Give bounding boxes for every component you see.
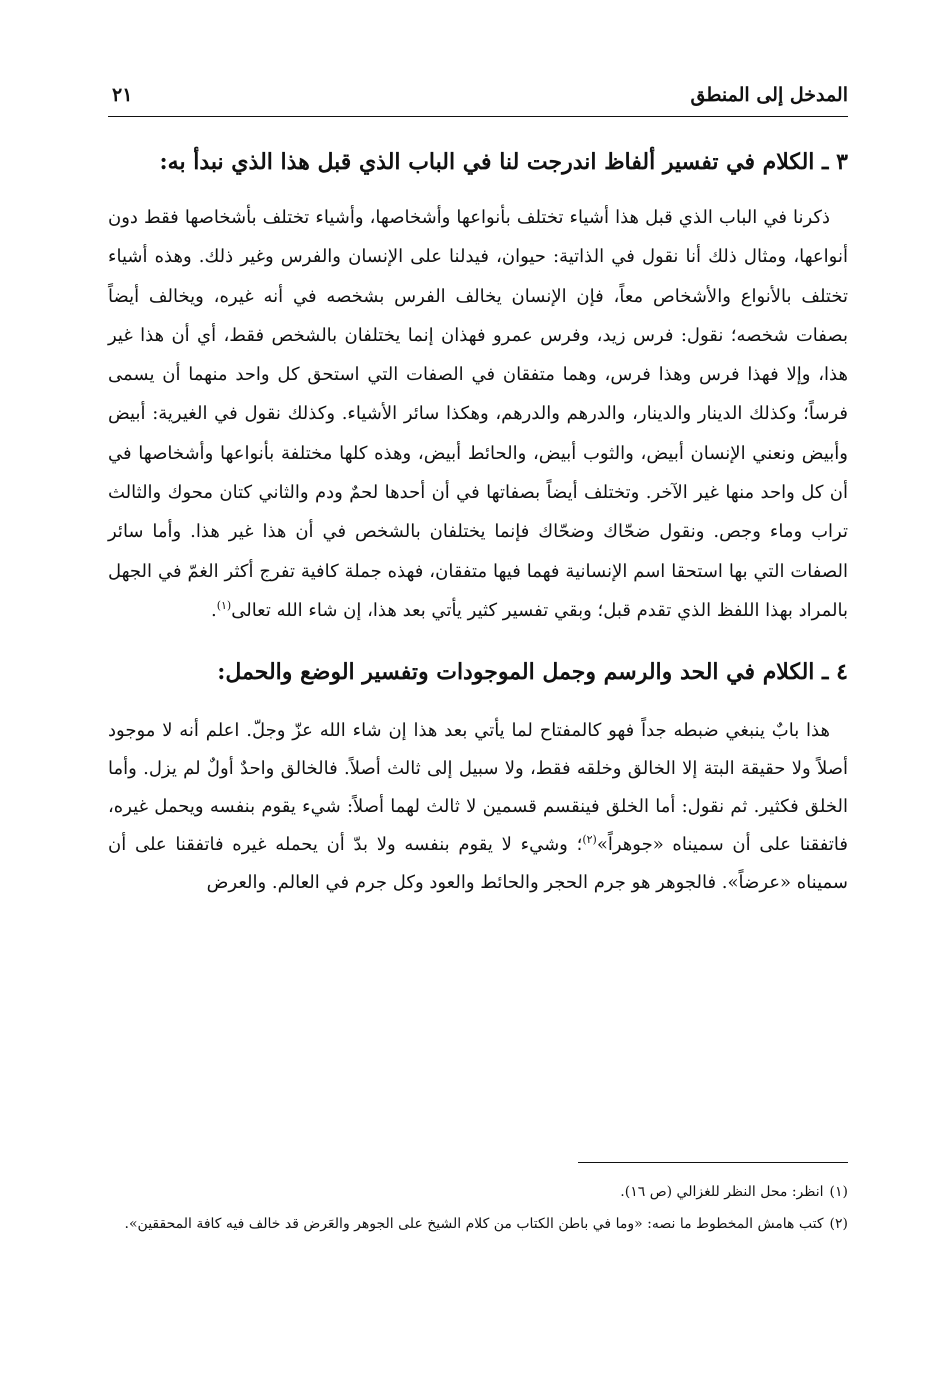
footnote-ref-1[interactable]: (١) — [216, 598, 232, 612]
section-3-paragraph — [108, 198, 848, 630]
page-number: ٢١ — [112, 84, 133, 106]
running-title: المدخل إلى المنطق — [690, 84, 848, 106]
footnote-2 — [108, 1208, 848, 1240]
footnote-1 — [108, 1176, 848, 1208]
main-content — [108, 140, 848, 902]
footnote-divider — [578, 1162, 848, 1163]
footnote-1-number: (١) — [829, 1184, 848, 1200]
section-4-heading: ٤ ـ الكلام في الحد والرسم وجمل الموجودات وتفسير الوضع والحمل: — [217, 659, 848, 686]
section-4-paragraph — [108, 712, 848, 902]
running-header — [108, 84, 848, 117]
footnotes — [108, 1176, 848, 1240]
footnote-2-text: كتب هامش المخطوط ما نصه: «وما في باطن الكتاب من كلام الشيخ على الجوهر والعَرض قد خالف فيه كافة المحققين». — [124, 1216, 824, 1232]
section-3-text-end: . — [210, 599, 217, 621]
footnote-2-number: (٢) — [829, 1216, 848, 1232]
section-4-text-part1: هذا بابٌ ينبغي ضبطه جداً فهو كالمفتاح لما يأتي بعد هذا إن شاء الله عزّ وجلّ. اعلم أنه لا موجود أصلاً ولا حقيقة البتة إلا الخالق وخلقه فقط، ولا سبيل إلى ثالث أصلاً. فالخالق واحدٌ أولٌ لم يزل. وأما الخلق فكثير. ثم نقول: أما الخلق فينقسم قسمين لا ثالث لهما أصلاً: شيء يقوم بنفسه ويحمل غيره، فاتفقنا على أن سميناه «جوهراً» — [108, 720, 848, 856]
section-3-text: ذكرنا في الباب الذي قبل هذا أشياء تختلف بأنواعها وأشخاصها، وأشياء تختلف بأشخاصها فقط دون أنواعها، ومثال ذلك أنا نقول في الذاتية: حيوان، فيدلنا على الإنسان والفرس وغير ذلك. وهذه أشياء تختلف بالأنواع والأشخاص معاً، فإن الإنسان يخالف الفرس بشخصه في أنه غيره، ويخالف أيضاً بصفات شخصه؛ نقول: فرس زيد، وفرس عمرو فهذان إنما يختلفان بالشخص فقط، أي أن هذا غير هذا، وإلا فهذا فرس وهذا فرس، وهما متفقان في الصفات التي استحق كل واحد منهما أن يسمى فرساً؛ وكذلك الدينار والدينار، والدرهم والدرهم، وهكذا سائر الأشياء. وكذلك نقول في الغيرية: أبيض وأبيض ونعني الإنسان أبيض، والثوب أبيض، والحائط أبيض، وهذه كلها مختلفة بأنواعها وأشخاصها في أن كل واحد منها غير الآخر. وتختلف أيضاً بصفاتها في أن أحدها لحمٌ ودم والثاني كتان محوك والثالث تراب وماء وجص. ونقول ضحّاك وضحّاك فإنما يختلفان بالشخص في أن هذا غير هذا. وأما سائر الصفات التي بها استحقا اسم الإنسانية فهما فيها متفقان، فهذه جملة كافية تفرج أكثر الغمّ في الجهل بالمراد بهذا اللفظ الذي تقدم قبل؛ وبقي تفسير كثير يأتي بعد هذا، إن شاء الله تعالى — [108, 207, 849, 621]
section-4-text-part2: ؛ وشيء لا يقوم بنفسه ولا بدّ أن يحمله غيره فاتفقنا على أن سميناه «عرضاً». فالجوهر هو جرم الحجر والحائط والعود وكل جرم في العالم. والعرض — [108, 834, 848, 894]
section-3-heading: ٣ ـ الكلام في تفسير ألفاظ اندرجت لنا في الباب الذي قبل هذا الذي نبدأ به: — [159, 149, 848, 175]
footnote-ref-2[interactable]: (٢) — [582, 833, 597, 847]
footnote-1-text: انظر: محل النظر للغزالي (ص ١٦). — [620, 1184, 824, 1200]
